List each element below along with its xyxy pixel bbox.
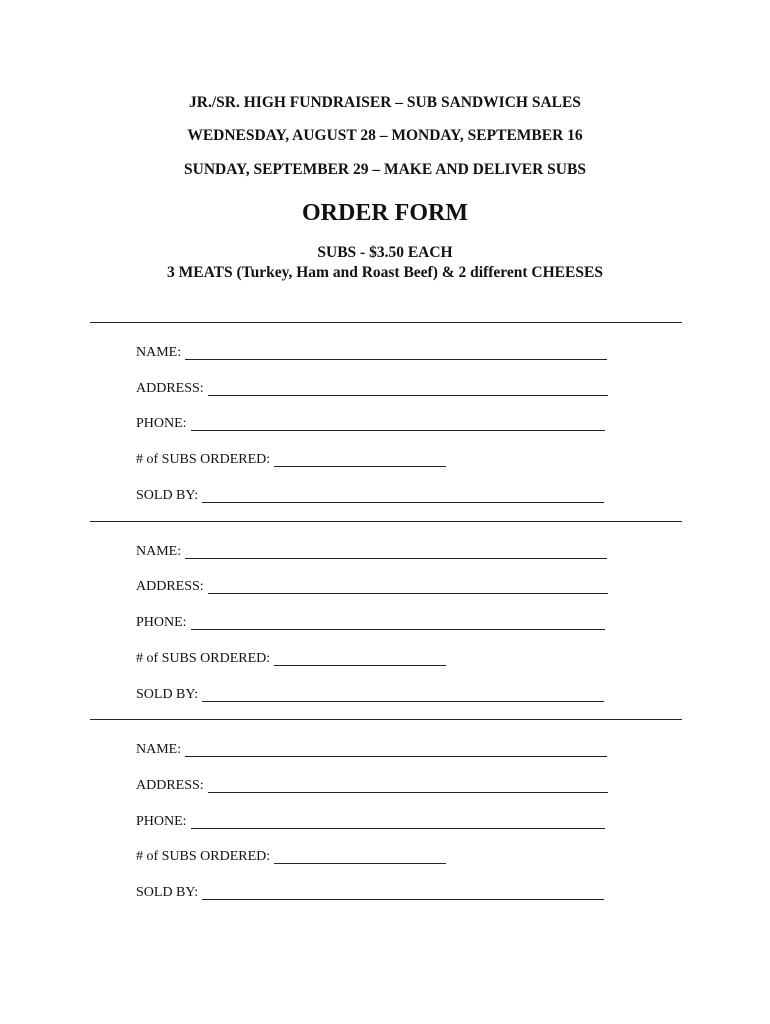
description-line: 3 MEATS (Turkey, Ham and Roast Beef) & 2 different CHEESES — [167, 264, 603, 281]
name-blank[interactable] — [185, 743, 607, 757]
header-line-1: JR./SR. HIGH FUNDRAISER – SUB SANDWICH SALES — [189, 94, 581, 111]
name-label: NAME: — [136, 742, 182, 757]
phone-field[interactable] — [136, 414, 605, 432]
address-field[interactable] — [136, 577, 608, 595]
address-label: ADDRESS: — [136, 579, 204, 594]
divider-3 — [90, 719, 682, 720]
price-line: SUBS - $3.50 EACH — [317, 244, 453, 261]
phone-label: PHONE: — [136, 615, 187, 630]
address-blank[interactable] — [208, 580, 608, 594]
name-field[interactable] — [136, 343, 607, 361]
subs-ordered-field[interactable] — [136, 847, 446, 865]
address-field[interactable] — [136, 776, 608, 794]
phone-label: PHONE: — [136, 416, 187, 431]
address-blank[interactable] — [208, 779, 608, 793]
sold-by-blank[interactable] — [202, 688, 604, 702]
sold-by-label: SOLD BY: — [136, 885, 199, 900]
name-field[interactable] — [136, 542, 607, 560]
phone-label: PHONE: — [136, 814, 187, 829]
sold-by-blank[interactable] — [202, 489, 604, 503]
sold-by-field[interactable] — [136, 883, 604, 901]
address-label: ADDRESS: — [136, 778, 204, 793]
header-line-2: WEDNESDAY, AUGUST 28 – MONDAY, SEPTEMBER 16 — [187, 127, 583, 144]
subs-ordered-label: # of SUBS ORDERED: — [136, 452, 271, 467]
sold-by-field[interactable] — [136, 486, 604, 504]
sold-by-field[interactable] — [136, 685, 604, 703]
name-field[interactable] — [136, 740, 607, 758]
subs-ordered-field[interactable] — [136, 649, 446, 667]
address-label: ADDRESS: — [136, 381, 204, 396]
subs-ordered-blank[interactable] — [274, 850, 446, 864]
name-label: NAME: — [136, 544, 182, 559]
header-line-3: SUNDAY, SEPTEMBER 29 – MAKE AND DELIVER SUBS — [184, 161, 586, 178]
sold-by-label: SOLD BY: — [136, 488, 199, 503]
divider-2 — [90, 521, 682, 522]
order-form-title: ORDER FORM — [302, 200, 468, 226]
phone-blank[interactable] — [191, 616, 605, 630]
address-blank[interactable] — [208, 382, 608, 396]
sold-by-blank[interactable] — [202, 886, 604, 900]
name-label: NAME: — [136, 345, 182, 360]
address-field[interactable] — [136, 379, 608, 397]
name-blank[interactable] — [185, 346, 607, 360]
subs-ordered-blank[interactable] — [274, 652, 446, 666]
subs-ordered-field[interactable] — [136, 450, 446, 468]
phone-field[interactable] — [136, 613, 605, 631]
divider-1 — [90, 322, 682, 323]
subs-ordered-label: # of SUBS ORDERED: — [136, 651, 271, 666]
sold-by-label: SOLD BY: — [136, 687, 199, 702]
phone-field[interactable] — [136, 812, 605, 830]
name-blank[interactable] — [185, 545, 607, 559]
phone-blank[interactable] — [191, 815, 605, 829]
phone-blank[interactable] — [191, 417, 605, 431]
subs-ordered-label: # of SUBS ORDERED: — [136, 849, 271, 864]
subs-ordered-blank[interactable] — [274, 453, 446, 467]
